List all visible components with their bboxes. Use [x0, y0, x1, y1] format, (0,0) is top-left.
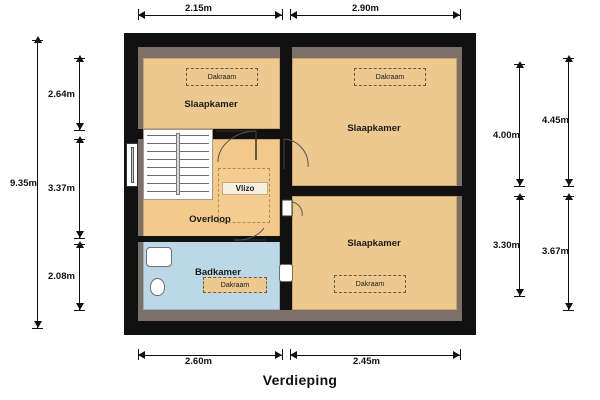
- dimension-bottom-right: 2.45m: [353, 356, 380, 367]
- dimension-line-left-seg-2: [79, 139, 80, 238]
- dimension-left-seg-3: 2.08m: [48, 271, 75, 282]
- dimension-left-total: 9.35m: [10, 178, 37, 189]
- roof-cavity-top: [138, 47, 462, 58]
- window-left-glass: [131, 147, 134, 183]
- interior-wall-right: [286, 186, 462, 196]
- room-label-vlizo: Vlizo: [222, 182, 268, 195]
- room-label-badkamer: Badkamer: [195, 267, 241, 278]
- dimension-line-right-seg-1: [519, 64, 520, 186]
- door-badkamer: [232, 226, 268, 250]
- dimension-right-outer-1: 4.45m: [542, 115, 569, 126]
- dimension-top-right: 2.90m: [352, 3, 379, 14]
- page-title: Verdieping: [262, 372, 338, 388]
- dimension-left-seg-1: 2.64m: [48, 89, 75, 100]
- door-slaapkamer-bottom-right: [282, 196, 304, 222]
- dimension-left-seg-2: 3.37m: [48, 183, 75, 194]
- room-label-overloop: Overloop: [189, 214, 231, 225]
- bathtub-icon: [146, 247, 172, 267]
- dimension-bottom-left: 2.60m: [185, 356, 212, 367]
- room-label-slaapkamer-top-left: Slaapkamer: [184, 99, 238, 110]
- stair-railing: [176, 133, 180, 195]
- door-slaapkamer-top-right: [282, 137, 310, 171]
- dimension-line-left-seg-1: [79, 58, 80, 130]
- roof-cavity-bottom: [138, 310, 462, 321]
- room-label-slaapkamer-bottom-right: Slaapkamer: [347, 238, 401, 249]
- dimension-line-left-seg-3: [79, 244, 80, 310]
- skylight-bottom-right: Dakraam: [334, 275, 406, 293]
- dimension-line-left-total: [37, 40, 38, 328]
- dimension-right-seg-2: 3.30m: [493, 240, 520, 251]
- sink-icon: [279, 264, 293, 282]
- dimension-right-seg-1: 4.00m: [493, 130, 520, 141]
- skylight-top-right: Dakraam: [354, 68, 426, 86]
- dimension-top-left: 2.15m: [185, 3, 212, 14]
- dimension-line-top-right: [290, 15, 460, 16]
- door-slaapkamer-top-left: [216, 130, 258, 164]
- dimension-right-outer-2: 3.67m: [542, 246, 569, 257]
- skylight-badkamer: Dakraam: [203, 277, 267, 293]
- toilet-icon: [150, 278, 165, 296]
- skylight-top-left: Dakraam: [186, 68, 258, 86]
- room-label-slaapkamer-top-right: Slaapkamer: [347, 123, 401, 134]
- roof-cavity-right: [457, 47, 462, 321]
- dimension-line-top-left: [138, 15, 282, 16]
